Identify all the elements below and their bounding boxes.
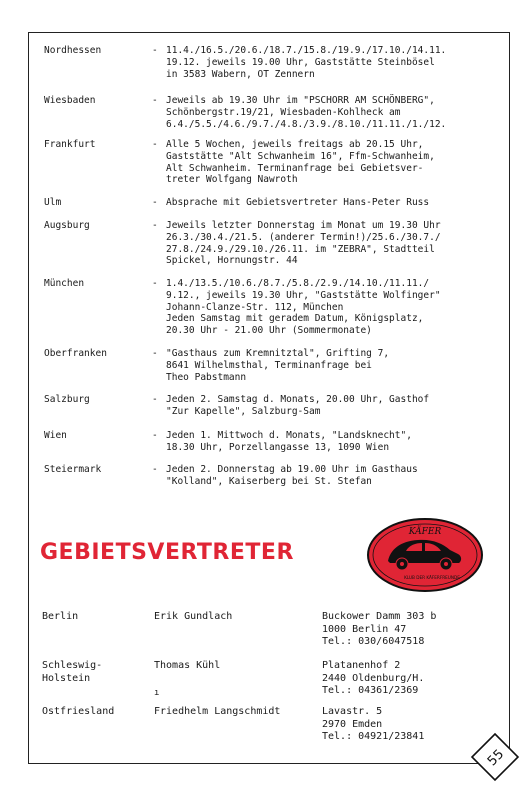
logo-top-text: KÄFER [408,527,442,537]
rep-name: Erik Gundlach [154,611,233,622]
region-label: München [44,278,85,289]
dash: - [152,197,158,208]
schedule-text: Jeden 2. Samstag d. Monats, 20.00 Uhr, Gasthof "Zur Kapelle", Salzburg-Sam [166,394,430,417]
schedule-text: 11.4./16.5./20.6./18.7./15.8./19.9./17.10./14.11. 19.12. jeweils 19.00 Uhr, Gaststätte Steinbösel in 3583 Wabern, OT Zennern [166,45,447,80]
region-label: Augsburg [44,220,90,231]
schedule-text: Jeden 1. Mittwoch d. Monats, "Landsknecht", 18.30 Uhr, Porzellangasse 13, 1090 Wien [166,430,412,453]
rep-address: Platanenhof 2 2440 Oldenburg/H. Tel.: 04361/2369 [322,660,425,696]
region-label: Oberfranken [44,348,107,359]
club-logo [366,517,484,593]
region-label: Ulm [44,197,62,208]
rep-name: Friedhelm Langschmidt [154,706,281,717]
region-label: Nordhessen [44,45,102,56]
dash: - [152,220,158,231]
logo-bottom-text: KLUB DER KÄFERFREUNDE [404,575,460,580]
schedule-text: Alle 5 Wochen, jeweils freitags ab 20.15 Uhr, Gaststätte "Alt Schwanheim 16", Ffm-Schwanheim, Alt Schwanheim. Terminanfrage bei Gebietsver- treter Wolfgang Nawroth [166,139,435,186]
rep-address: Buckower Damm 303 b 1000 Berlin 47 Tel.: 030/6047518 [322,611,437,647]
dash: - [152,139,158,150]
region-label: Wien [44,430,67,441]
region-label: Steiermark [44,464,102,475]
rep-region: Ostfriesland [42,706,115,717]
rep-region: Schleswig- Holstein [42,660,103,684]
schedule-text: Jeweils ab 19.30 Uhr im "PSCHORR AM SCHÖNBERG", Schönbergstr.19/21, Wiesbaden-Kohlheck am 6.4./5.5./4.6./9.7./4.8./3.9./8.10./11.11./1./12. [166,95,447,130]
schedule-text: Jeweils letzter Donnerstag im Monat um 19.30 Uhr 26.3./30.4./21.5. (anderer Termin!)/25.6./30.7./ 27.8./24.9./29.10./26.11. im "ZEBRA", Stadtteil Spickel, Hornungstr. 44 [166,220,441,267]
rep-name: Thomas Kühl [154,660,221,671]
rep-region: Berlin [42,611,79,622]
schedule-text: Jeden 2. Donnerstag ab 19.00 Uhr im Gasthaus "Kolland", Kaiserberg bei St. Stefan [166,464,418,487]
stray-mark: ı [154,688,160,698]
dash: - [152,45,158,56]
page-number-badge [470,732,520,782]
dash: - [152,278,158,289]
section-heading: GEBIETSVERTRETER [40,540,294,565]
schedule-text: 1.4./13.5./10.6./8.7./5.8./2.9./14.10./11.11./ 9.12., jeweils 19.30 Uhr, "Gaststätte Wolfinger" Johann-Clanze-Str. 112, München Jeden Samstag mit geradem Datum, Königsplatz, 20.30 Uhr - 21.00 Uhr (Sommermonate) [166,278,441,337]
schedule-text: "Gasthaus zum Kremnitztal", Grifting 7, 8641 Wilhelmsthal, Terminanfrage bei Theo Pabstmann [166,348,390,383]
region-label: Frankfurt [44,139,96,150]
rep-address: Lavastr. 5 2970 Emden Tel.: 04921/23841 [322,706,425,742]
region-label: Salzburg [44,394,90,405]
dash: - [152,394,158,405]
dash: - [152,464,158,475]
dash: - [152,348,158,359]
page-number: 55 [484,746,508,770]
dash: - [152,95,158,106]
dash: - [152,430,158,441]
schedule-text: Absprache mit Gebietsvertreter Hans-Peter Russ [166,197,430,208]
region-label: Wiesbaden [44,95,96,106]
